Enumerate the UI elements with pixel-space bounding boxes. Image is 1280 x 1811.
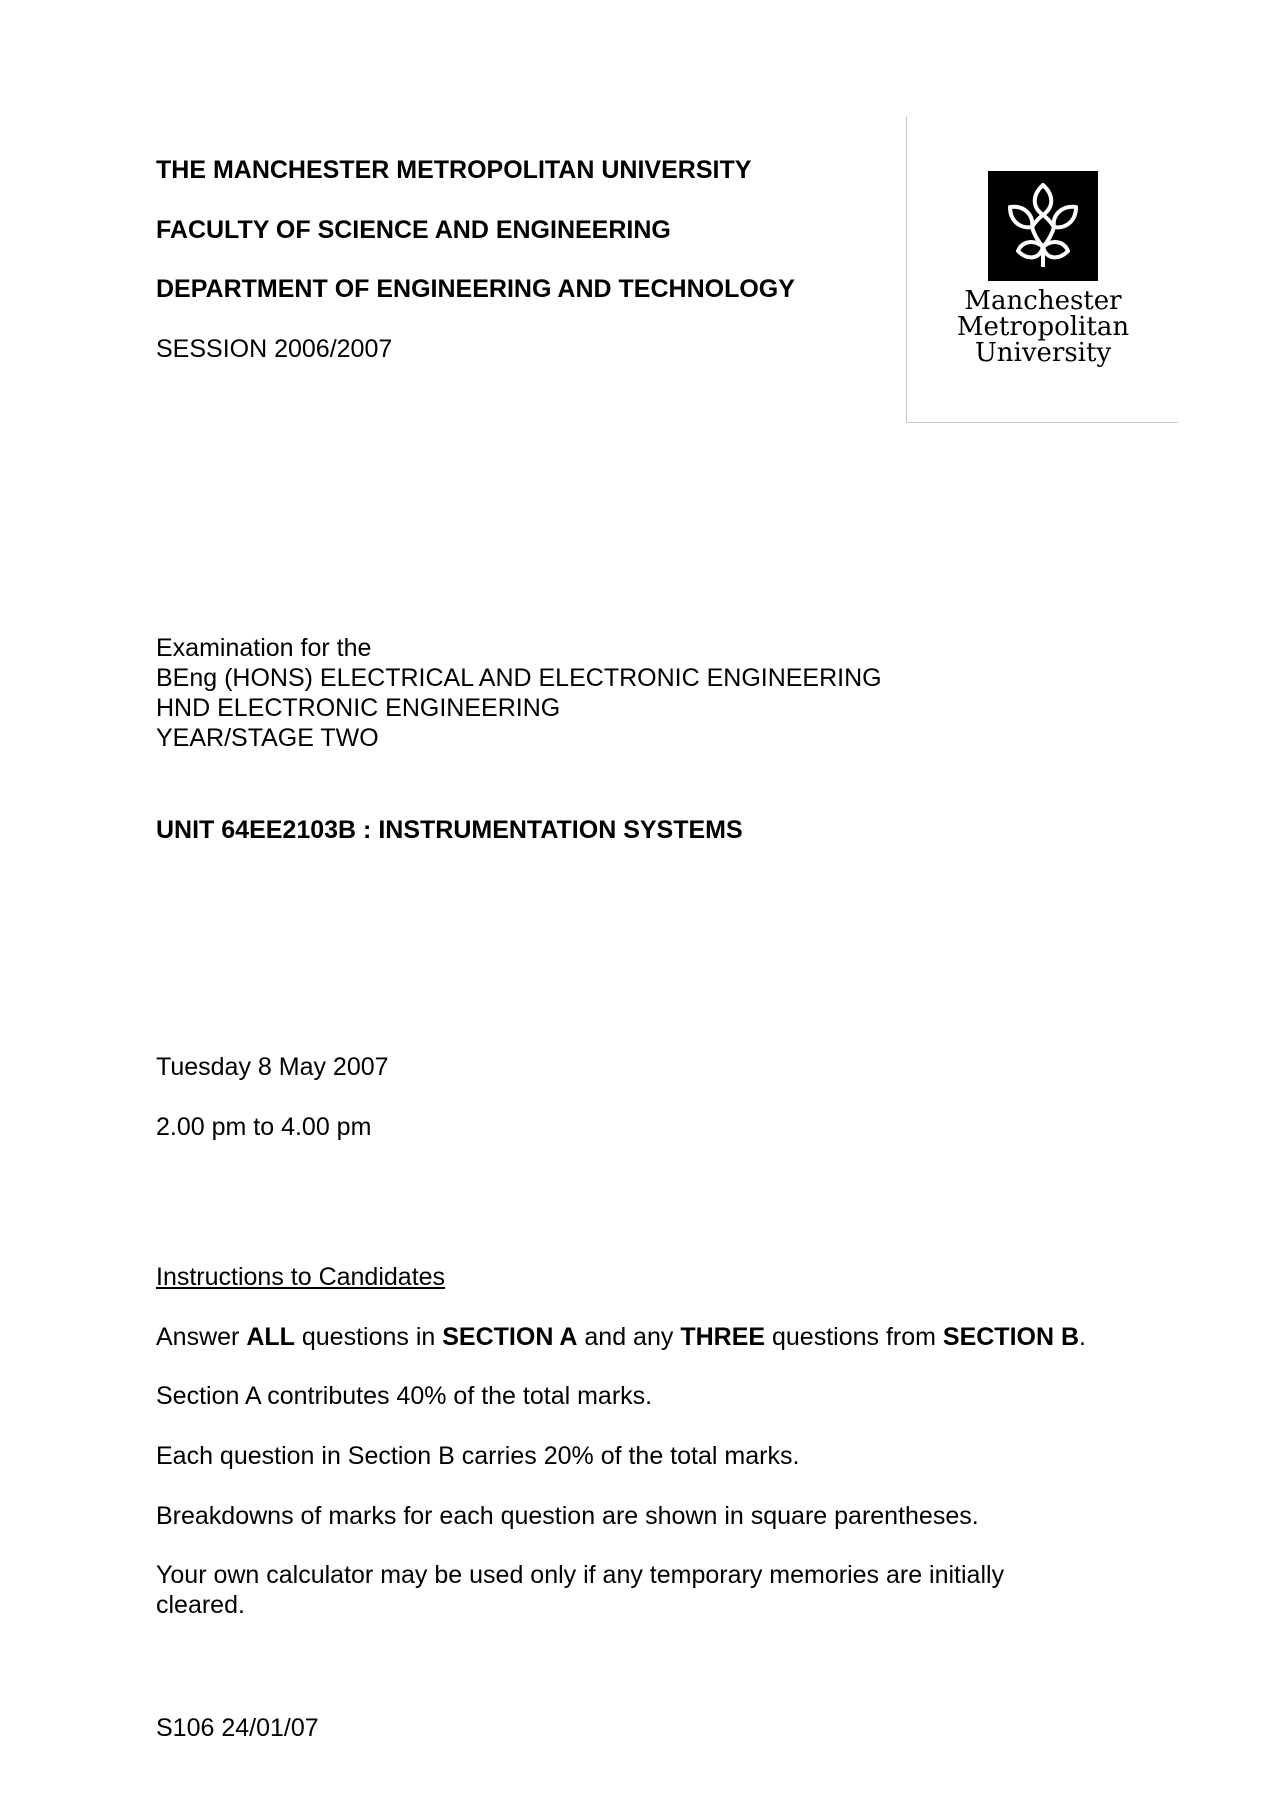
answer-emphasis: SECTION B	[942, 1323, 1080, 1351]
programme-line: BEng (HONS) ELECTRICAL AND ELECTRONIC ENGINEERING	[156, 664, 882, 692]
session-label: SESSION 2006/2007	[156, 335, 393, 363]
rose-emblem-icon	[988, 171, 1098, 281]
faculty-name: FACULTY OF SCIENCE AND ENGINEERING	[156, 216, 671, 244]
answer-emphasis: ALL	[246, 1323, 295, 1351]
answer-emphasis: THREE	[680, 1323, 766, 1351]
marks-breakdown-note: Breakdowns of marks for each question are shown in square parentheses.	[156, 1502, 979, 1530]
exam-date: Tuesday 8 May 2007	[156, 1053, 389, 1081]
department-name: DEPARTMENT OF ENGINEERING AND TECHNOLOGY	[156, 275, 795, 303]
university-name: THE MANCHESTER METROPOLITAN UNIVERSITY	[156, 156, 752, 184]
unit-title: UNIT 64EE2103B : INSTRUMENTATION SYSTEMS	[156, 816, 743, 844]
answer-text: .	[1079, 1323, 1086, 1351]
calculator-note-line-1: Your own calculator may be used only if any temporary memories are initially	[156, 1561, 1005, 1589]
answer-text: questions from	[765, 1323, 943, 1351]
exam-intro: Examination for the	[156, 634, 372, 662]
answer-text: and any	[577, 1323, 681, 1351]
calculator-note-line-2: cleared.	[156, 1591, 245, 1619]
instructions-heading: Instructions to Candidates	[156, 1263, 446, 1291]
section-a-note: Section A contributes 40% of the total marks.	[156, 1382, 653, 1410]
programme-line: YEAR/STAGE TWO	[156, 724, 379, 752]
programme-line: HND ELECTRONIC ENGINEERING	[156, 694, 561, 722]
section-b-note: Each question in Section B carries 20% of the total marks.	[156, 1442, 800, 1470]
logo-text-manchester: Manchester	[964, 286, 1122, 316]
logo-text-metropolitan: Metropolitan	[956, 312, 1130, 342]
answer-emphasis: SECTION A	[442, 1323, 578, 1351]
document-code: S106 24/01/07	[156, 1714, 319, 1742]
answer-text: questions in	[294, 1323, 443, 1351]
answer-text: Answer	[156, 1323, 247, 1351]
university-logo	[906, 116, 1178, 423]
answer-instruction	[156, 1322, 1086, 1352]
exam-time: 2.00 pm to 4.00 pm	[156, 1113, 372, 1141]
logo-text-university: University	[974, 338, 1112, 368]
